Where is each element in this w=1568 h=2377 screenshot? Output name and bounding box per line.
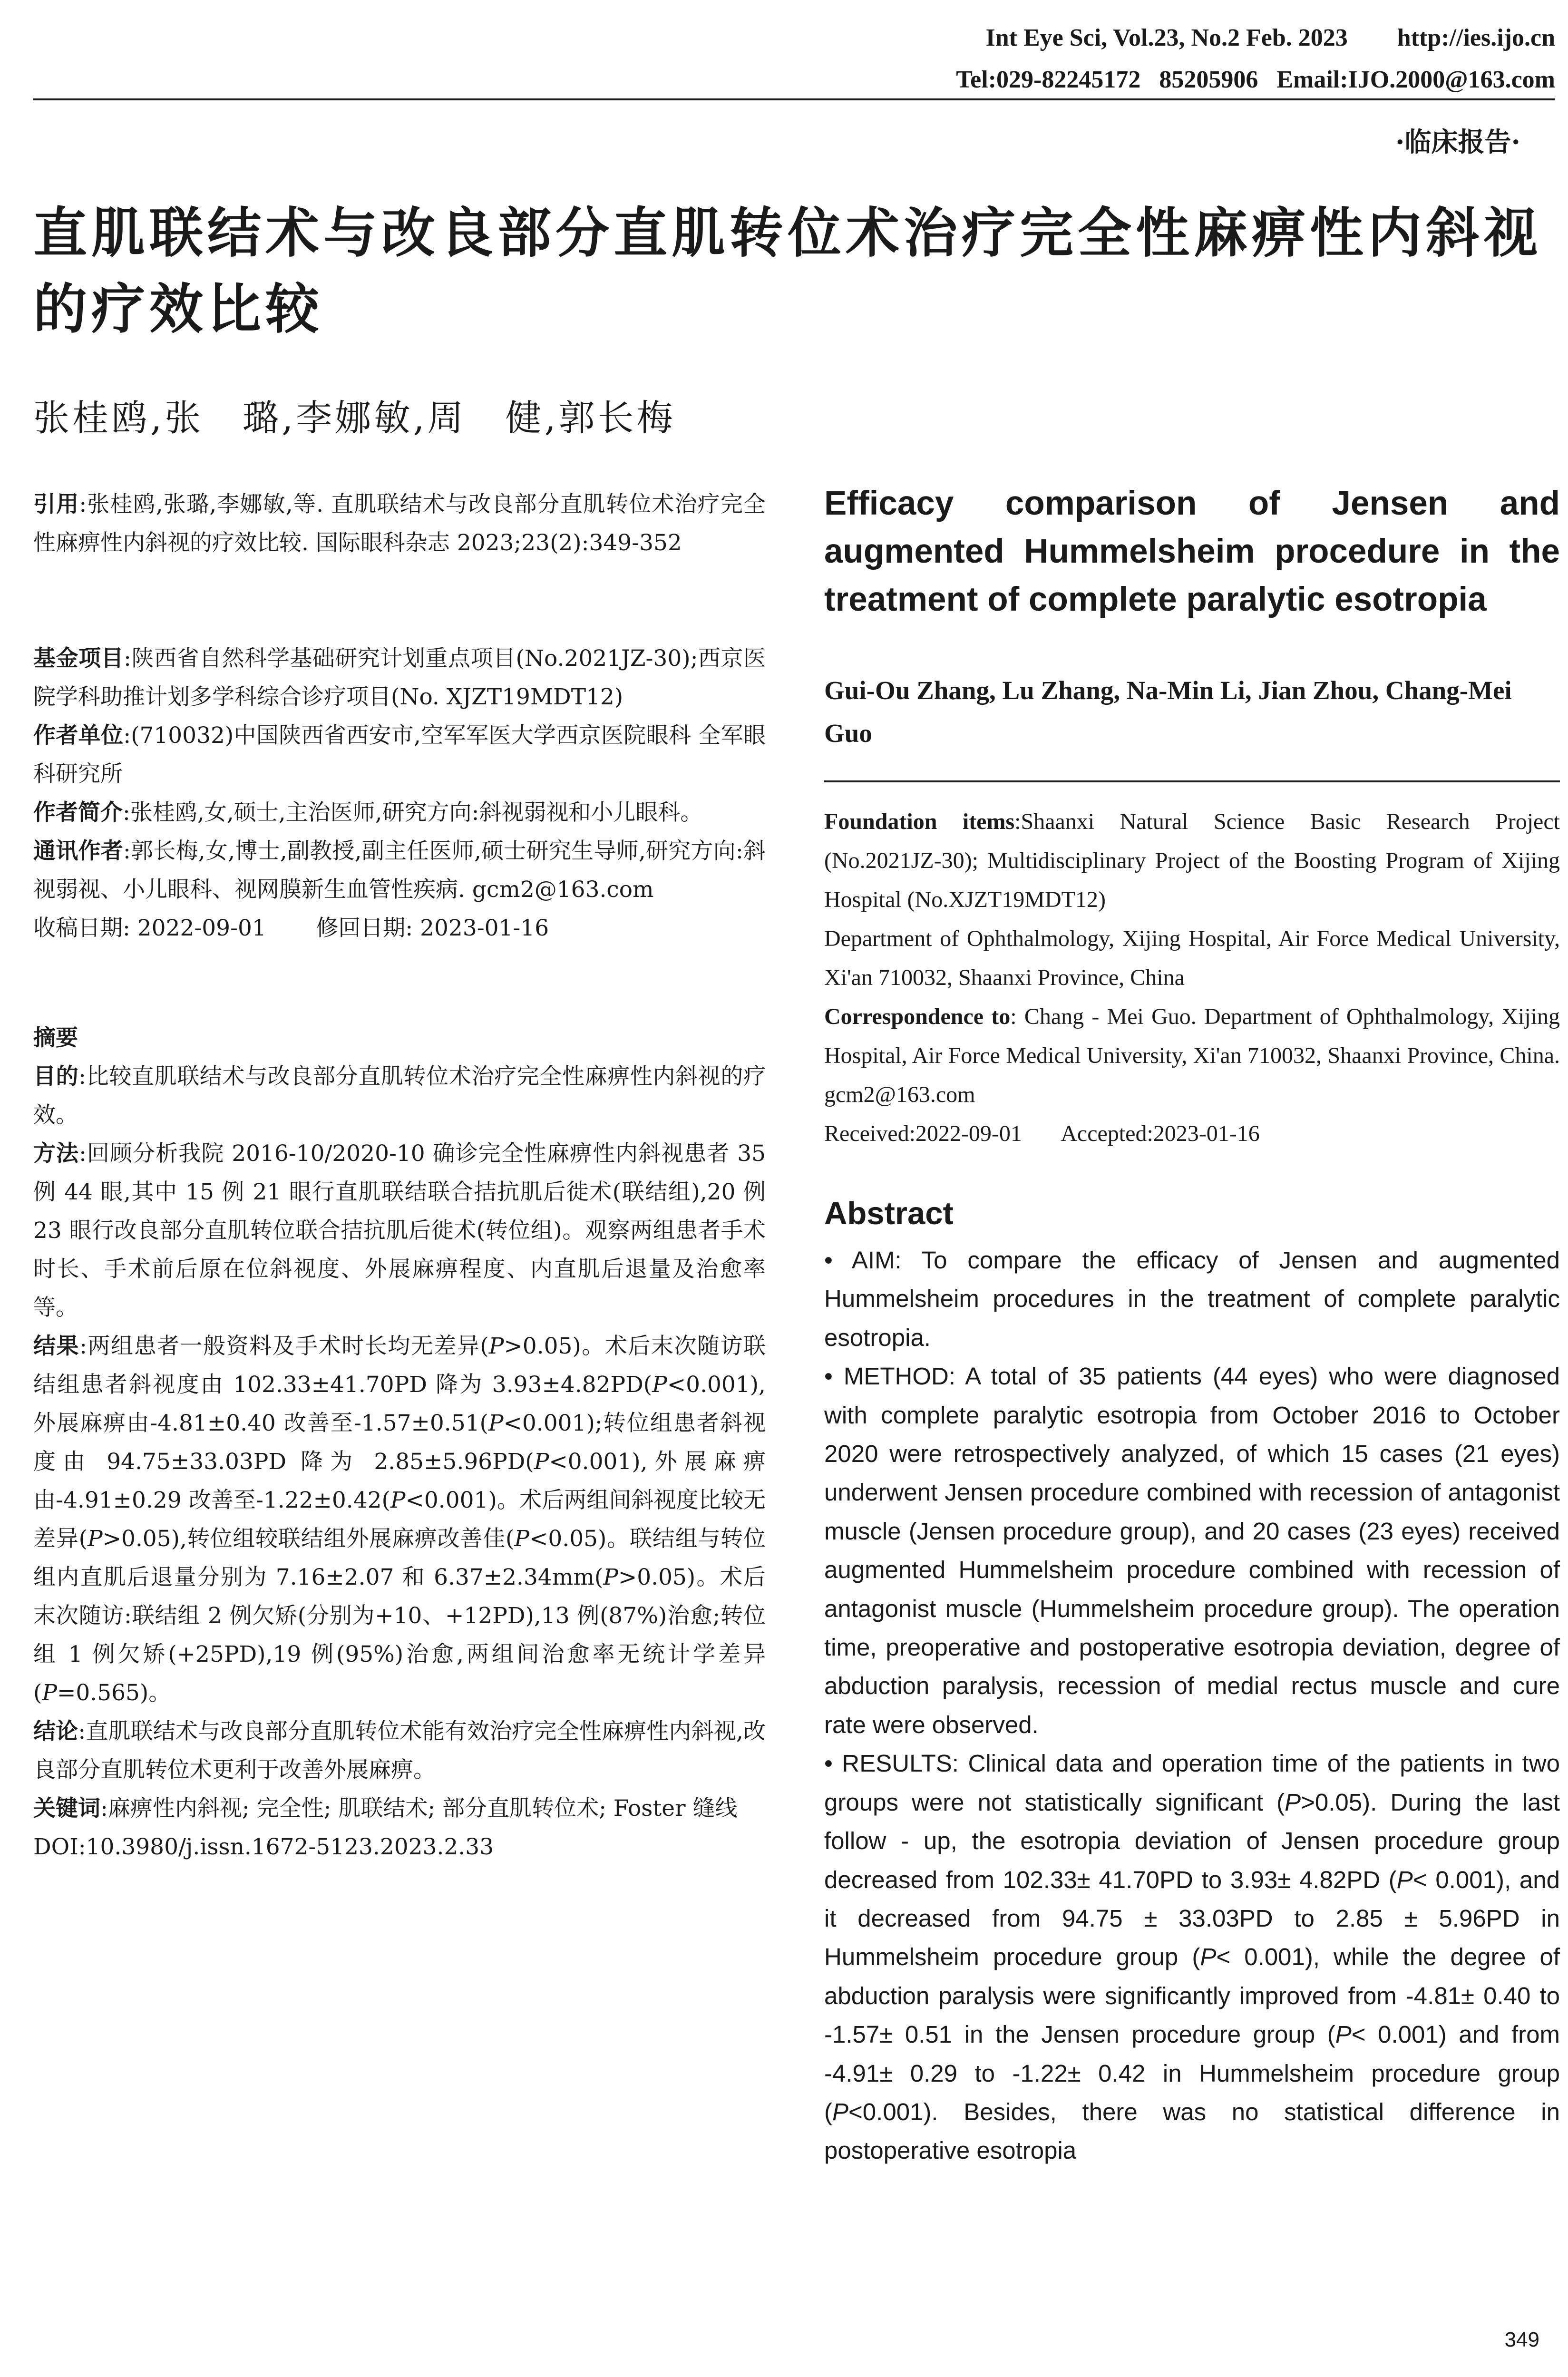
unit-label: 作者单位 bbox=[33, 722, 124, 749]
correspondence-label: Correspondence to bbox=[824, 1004, 1011, 1029]
english-front-matter bbox=[824, 802, 1560, 1153]
page-number: 349 bbox=[1504, 2328, 1539, 2351]
results-text: >0.05). During the last follow - up, the esotropia deviation of Jensen procedure group decreased from 102.33± 41.70PD to 3.93± 4.82PD ( bbox=[824, 1788, 1560, 1893]
citation-label: 引用 bbox=[33, 491, 79, 517]
unit-text: :(710032)中国陕西省西安市,空军军医大学西京医院眼科 全军眼科研究所 bbox=[33, 722, 766, 787]
doi: DOI:10.3980/j.issn.1672-5123.2023.2.33 bbox=[33, 1834, 494, 1860]
left-column bbox=[33, 485, 766, 1866]
keywords-cn bbox=[33, 1789, 766, 1828]
department: Department of Ophthalmology, Xijing Hospital, Air Force Medical University, Xi'an 710032, Shaanxi Province, China bbox=[824, 926, 1560, 990]
results-text: <0.001),外展麻痹由-4.91±0.29 改善至-1.22±0.42( bbox=[33, 1449, 766, 1513]
correspondence bbox=[824, 997, 1560, 1114]
results-text: :两组患者一般资料及手术时长均无差异( bbox=[79, 1333, 489, 1359]
abstract-heading: Abstract bbox=[824, 1196, 954, 1231]
journal-header-line2: Tel:029-82245172 85205906 Email:IJO.2000@163.com bbox=[956, 66, 1555, 93]
results-text: < 0.001) and from -4.91± 0.29 to -1.22± 0.42 in Hummelsheim procedure group ( bbox=[824, 2021, 1560, 2125]
abstract-heading-cn: 摘要 bbox=[33, 1025, 78, 1051]
results-text: >0.05),转位组较联结组外展麻痹改善佳( bbox=[102, 1526, 515, 1552]
chinese-authors: 张桂鸥,张 璐,李娜敏,周 健,郭长梅 bbox=[33, 397, 676, 439]
results-text: =0.565)。 bbox=[57, 1680, 171, 1706]
results-text: <0.001)。术后两组间斜视度比较无差异( bbox=[33, 1487, 766, 1552]
citation bbox=[33, 485, 766, 562]
author-bio bbox=[33, 793, 766, 832]
fund-info bbox=[33, 639, 766, 716]
aim-label: 目的 bbox=[33, 1063, 79, 1090]
citation-text: :张桂鸥,张璐,李娜敏,等. 直肌联结术与改良部分直肌转位术治疗完全性麻痹性内斜视的疗效比较. 国际眼科杂志 2023;23(2):349-352 bbox=[33, 491, 766, 556]
author-rule bbox=[824, 780, 1560, 782]
p-symbol: P bbox=[1200, 1943, 1217, 1971]
p-symbol: P bbox=[488, 1410, 504, 1436]
aim-cn bbox=[33, 1057, 766, 1134]
p-symbol: P bbox=[603, 1564, 618, 1590]
results-text: • RESULTS: Clinical data and operation time of the patients in two groups were not statistically significant ( bbox=[824, 1750, 1560, 1816]
method-label: 方法 bbox=[33, 1140, 79, 1167]
p-symbol: P bbox=[87, 1526, 103, 1552]
foundation-items bbox=[824, 802, 1560, 919]
results-text: <0.05)。联结组与转位组内直肌后退量分别为 7.16±2.07 和 6.37±2.34mm( bbox=[33, 1526, 766, 1590]
results-text: <0.001),外展麻痹由-4.81±0.40 改善至-1.57±0.51( bbox=[33, 1372, 766, 1436]
chinese-title: 直肌联结术与改良部分直肌转位术治疗完全性麻痹性内斜视的疗效比较 bbox=[33, 202, 1542, 341]
p-symbol: P bbox=[652, 1372, 667, 1398]
method-text: :回顾分析我院 2016-10/2020-10 确诊完全性麻痹性内斜视患者 35 例 44 眼,其中 15 例 21 眼行直肌联结联合拮抗肌后徙术(联结组),20 例 23 眼行改良部分直肌转位联合拮抗肌后徙术(转位组)。观察两组患者手术时长、手术前后原在位斜视度、外展麻痹程度、内直肌后退量及治愈率等。 bbox=[33, 1140, 766, 1321]
bio-label: 作者简介 bbox=[33, 799, 123, 826]
abstract-method: • METHOD: A total of 35 patients (44 eyes) who were diagnosed with complete paralytic esotropia from October 2016 to October 2020 were retrospectively analyzed, of which 15 cases (21 eyes) underwent Jensen procedure combined with recession of antagonist muscle (Jensen procedure group), and 20 cases (23 eyes) received augmented Hummelsheim procedure combined with recession of antagonist muscle (Hummelsheim procedure group). The operation time, preoperative and postoperative esotropia deviation, degree of abduction paralysis, recession of medial rectus muscle and cure rate were observed. bbox=[824, 1363, 1560, 1738]
results-text: <0.001);转位组患者斜视度由 94.75±33.03PD 降为 2.85±5.96PD( bbox=[33, 1410, 766, 1475]
p-symbol: P bbox=[488, 1333, 504, 1359]
p-symbol: P bbox=[1396, 1866, 1413, 1893]
abstract-results bbox=[824, 1744, 1560, 2170]
keywords-label: 关键词 bbox=[33, 1795, 100, 1822]
results-text: >0.05)。术后末次随访联结组患者斜视度由 102.33±41.70PD 降为 3.93±4.82PD( bbox=[33, 1333, 766, 1398]
results-cn bbox=[33, 1327, 766, 1712]
fund-label: 基金项目 bbox=[33, 645, 124, 672]
received-revised-dates: 收稿日期: 2022-09-01 修回日期: 2023-01-16 bbox=[33, 915, 549, 941]
fund-text: :陕西省自然科学基础研究计划重点项目(No.2021JZ-30);西京医院学科助推计划多学科综合诊疗项目(No. XJZT19MDT12) bbox=[33, 645, 766, 710]
section-tag: ·临床报告· bbox=[1395, 127, 1520, 158]
results-text: < 0.001), and it decreased from 94.75 ± 33.03PD to 2.85 ± 5.96PD in Hummelsheim procedure group ( bbox=[824, 1866, 1560, 1971]
abstract-body bbox=[824, 1241, 1560, 2170]
p-symbol: P bbox=[534, 1449, 549, 1475]
method-cn bbox=[33, 1134, 766, 1327]
right-column bbox=[824, 479, 1560, 2170]
corr-label: 通讯作者 bbox=[33, 838, 123, 864]
header-rule bbox=[33, 98, 1555, 100]
results-label: 结果 bbox=[33, 1333, 80, 1359]
english-title: Efficacy comparison of Jensen and augmented Hummelsheim procedure in the treatment of complete paralytic esotropia bbox=[824, 485, 1560, 618]
p-symbol: P bbox=[1285, 1788, 1301, 1816]
conclusion-label: 结论 bbox=[33, 1718, 78, 1744]
corr-text: :郭长梅,女,博士,副教授,副主任医师,硕士研究生导师,研究方向:斜视弱视、小儿眼科、视网膜新生血管性疾病. gcm2@163.com bbox=[33, 838, 766, 903]
aim-text: :比较直肌联结术与改良部分直肌转位术治疗完全性麻痹性内斜视的疗效。 bbox=[33, 1063, 766, 1128]
journal-header-line1: Int Eye Sci, Vol.23, No.2 Feb. 2023 http://ies.ijo.cn bbox=[985, 24, 1555, 51]
results-text: <0.001). Besides, there was no statistical difference in postoperative esotropia bbox=[824, 2098, 1560, 2164]
results-text: >0.05)。术后末次随访:联结组 2 例欠矫(分别为+10、+12PD),13 例(87%)治愈;转位组 1 例欠矫(+25PD),19 例(95%)治愈,两组间治愈率无统计学差异( bbox=[33, 1564, 766, 1706]
conclusion-text: :直肌联结术与改良部分直肌转位术能有效治疗完全性麻痹性内斜视,改良部分直肌转位术更利于改善外展麻痹。 bbox=[33, 1718, 766, 1783]
p-symbol: P bbox=[1335, 2021, 1352, 2048]
p-symbol: P bbox=[42, 1680, 57, 1706]
corresponding-author bbox=[33, 832, 766, 909]
p-symbol: P bbox=[390, 1487, 406, 1513]
keywords-text: :麻痹性内斜视; 完全性; 肌联结术; 部分直肌转位术; Foster 缝线 bbox=[100, 1795, 738, 1822]
p-symbol: P bbox=[832, 2098, 849, 2125]
received-accepted-dates: Received:2022-09-01 Accepted:2023-01-16 bbox=[824, 1121, 1260, 1146]
correspondence-text: : Chang - Mei Guo. Department of Ophthalmology, Xijing Hospital, Air Force Medical University, Xi'an 710032, Shaanxi Province, China. gcm2@163.com bbox=[824, 1004, 1560, 1107]
conclusion-cn bbox=[33, 1712, 766, 1789]
bio-text: :张桂鸥,女,硕士,主治医师,研究方向:斜视弱视和小儿眼科。 bbox=[123, 799, 703, 826]
results-text: < 0.001), while the degree of abduction paralysis were significantly improved from -4.81± 0.40 to -1.57± 0.51 in the Jensen procedure group ( bbox=[824, 1943, 1560, 2048]
abstract-aim: • AIM: To compare the efficacy of Jensen and augmented Hummelsheim procedures in the treatment of complete paralytic esotropia. bbox=[824, 1247, 1560, 1351]
foundation-label: Foundation items bbox=[824, 809, 1015, 834]
foundation-text: :Shaanxi Natural Science Basic Research Project (No.2021JZ-30); Multidisciplinary Project of the Boosting Program of Xijing Hospital (No.XJZT19MDT12) bbox=[824, 809, 1560, 912]
english-authors: Gui-Ou Zhang, Lu Zhang, Na-Min Li, Jian Zhou, Chang-Mei Guo bbox=[824, 676, 1512, 748]
author-unit bbox=[33, 716, 766, 793]
p-symbol: P bbox=[514, 1526, 529, 1552]
